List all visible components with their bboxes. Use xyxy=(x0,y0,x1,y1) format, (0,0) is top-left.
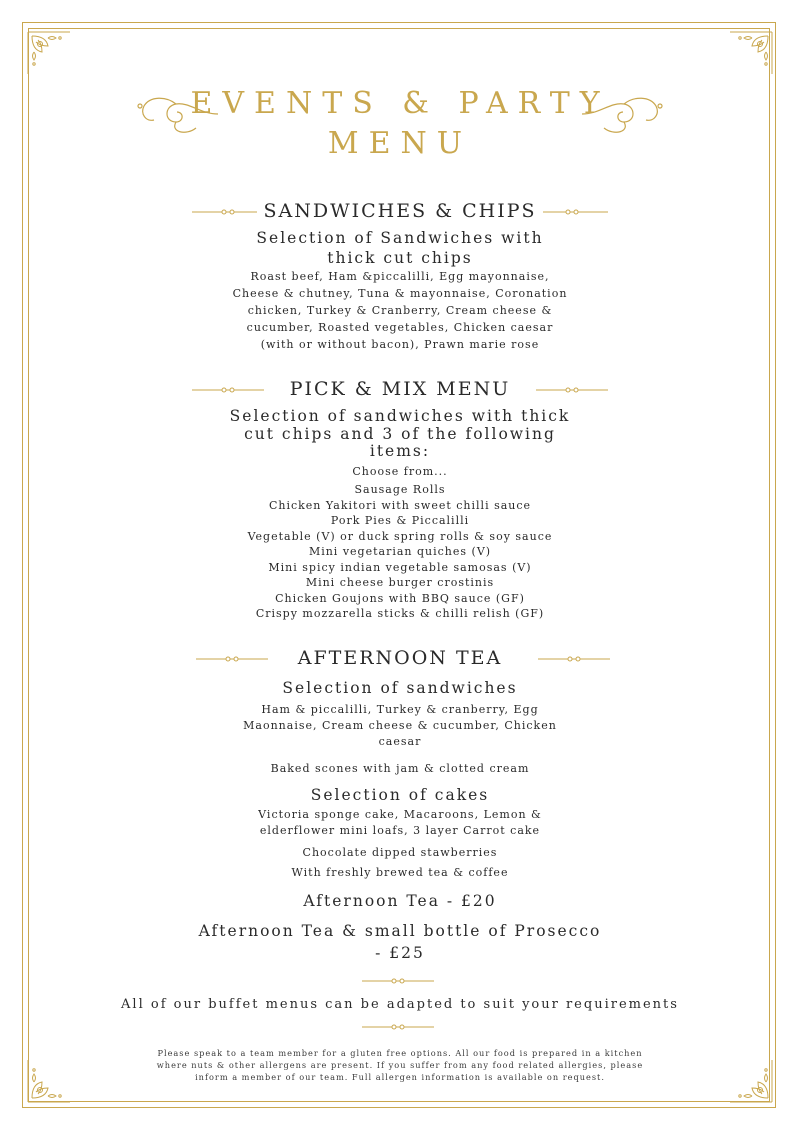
pickmix-subtitle: cut chips and 3 of the following xyxy=(244,425,556,443)
sandwiches-line: Roast beef, Ham &piccalilli, Egg mayonnaise, xyxy=(250,270,550,283)
sandwiches-line: (with or without bacon), Prawn marie rose xyxy=(260,338,540,351)
adapt-note: All of our buffet menus can be adapted to suit your requirements xyxy=(121,997,679,1012)
divider-ornament-icon xyxy=(362,977,434,985)
afternoon-scones: Baked scones with jam & clotted cream xyxy=(270,762,530,775)
sandwiches-line: chicken, Turkey & Cranberry, Cream cheese & xyxy=(247,304,553,317)
pickmix-item: Chicken Yakitori with sweet chilli sauce xyxy=(268,499,532,512)
sandwiches-line: Cheese & chutney, Tuna & mayonnaise, Coronation xyxy=(232,287,568,300)
pickmix-item: Pork Pies & Piccalilli xyxy=(330,514,470,527)
afternoon-tea-coffee: With freshly brewed tea & coffee xyxy=(291,866,509,879)
afternoon-cakes-line: elderflower mini loafs, 3 layer Carrot cake xyxy=(259,824,541,837)
sandwiches-subtitle: thick cut chips xyxy=(327,249,473,267)
price-prosecco: Afternoon Tea & small bottle of Prosecco xyxy=(198,922,602,940)
allergen-note-line: Please speak to a team member for a gluten free options. All our food is prepared in a kitchen xyxy=(157,1048,643,1058)
price-prosecco-amount: - £25 xyxy=(375,944,425,962)
allergen-note-line: where nuts & other allergens are present. If you suffer from any food related allergies, please xyxy=(156,1060,644,1070)
afternoon-strawberries: Chocolate dipped stawberries xyxy=(302,846,498,859)
pickmix-subtitle: items: xyxy=(369,442,431,460)
pickmix-item: Chicken Goujons with BBQ sauce (GF) xyxy=(275,592,525,605)
pickmix-item: Mini spicy indian vegetable samosas (V) xyxy=(268,561,532,574)
corner-ornament-icon xyxy=(728,30,774,76)
afternoon-cakes-line: Victoria sponge cake, Macaroons, Lemon & xyxy=(258,808,542,821)
page-title-line1: EVENTS & PARTY xyxy=(190,86,610,121)
afternoon-sandwiches-line: Ham & piccalilli, Turkey & cranberry, Egg xyxy=(261,703,539,716)
pickmix-item: Crispy mozzarella sticks & chilli relish (GF) xyxy=(255,607,545,620)
page-title-line2: MENU xyxy=(327,126,473,161)
sandwiches-line: cucumber, Roasted vegetables, Chicken caesar xyxy=(246,321,554,334)
afternoon-sandwiches-title: Selection of sandwiches xyxy=(282,679,518,697)
pickmix-item: Mini vegetarian quiches (V) xyxy=(308,545,492,558)
afternoon-sandwiches-line: Maonnaise, Cream cheese & cucumber, Chicken xyxy=(243,719,557,732)
afternoon-sandwiches-line: caesar xyxy=(378,735,422,748)
afternoon-cakes-title: Selection of cakes xyxy=(310,786,490,804)
pickmix-item: Mini cheese burger crostinis xyxy=(305,576,495,589)
section-heading-sandwiches: SANDWICHES & CHIPS xyxy=(0,200,800,222)
section-heading-pickmix: PICK & MIX MENU xyxy=(0,378,800,400)
pickmix-item: Sausage Rolls xyxy=(354,483,446,496)
sandwiches-subtitle: Selection of Sandwiches with xyxy=(256,229,544,247)
allergen-note-line: inform a member of our team. Full allergen information is available on request. xyxy=(195,1072,605,1082)
section-heading-afternoon-tea: AFTERNOON TEA xyxy=(0,647,800,669)
price-afternoon-tea: Afternoon Tea - £20 xyxy=(303,892,497,910)
pickmix-subtitle: Selection of sandwiches with thick xyxy=(229,407,571,425)
pickmix-item: Vegetable (V) or duck spring rolls & soy sauce xyxy=(247,530,553,543)
divider-ornament-icon xyxy=(362,1023,434,1031)
pickmix-choose: Choose from... xyxy=(352,465,448,478)
corner-ornament-icon xyxy=(26,30,72,76)
